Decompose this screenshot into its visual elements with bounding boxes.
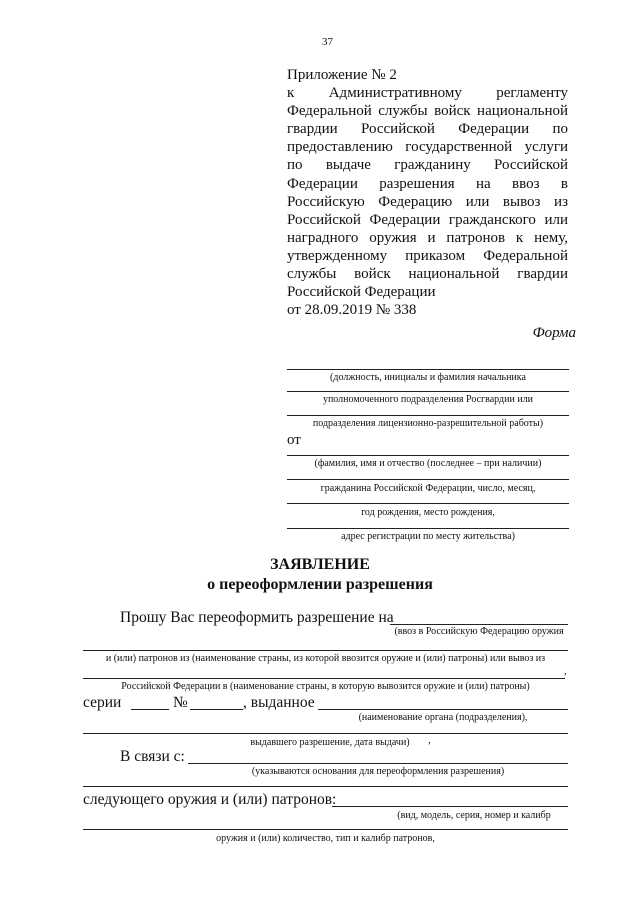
appendix-line: к Административному регламенту <box>287 85 568 102</box>
weapon-line-2[interactable] <box>83 829 568 830</box>
applicant-caption-2: гражданина Российской Федерации, число, месяц, <box>320 483 536 494</box>
appendix-title: Приложение № 2 <box>287 67 397 83</box>
form-label: Форма <box>532 325 576 341</box>
appendix-line: службы войск национальной гвардии <box>287 266 568 283</box>
addressee-caption-1: (должность, инициалы и фамилия начальника <box>330 372 526 383</box>
appendix-line: Российскую Федерацию или вывоз из <box>287 193 568 210</box>
appendix-date: от 28.09.2019 № 338 <box>287 302 417 319</box>
request-field[interactable] <box>390 624 568 625</box>
addressee-line-3[interactable] <box>287 415 569 416</box>
applicant-caption-4: адрес регистрации по месту жительства) <box>341 531 515 542</box>
reason-field[interactable] <box>188 763 568 764</box>
appendix-block <box>287 66 568 319</box>
appendix-line: утвержденному приказом Федеральной <box>287 247 568 264</box>
document-title: ЗАЯВЛЕНИЕ <box>270 556 370 573</box>
number-label: № <box>173 694 188 711</box>
applicant-line-2[interactable] <box>287 479 569 480</box>
comma: , <box>564 665 567 677</box>
issuer-line-2[interactable] <box>83 733 568 734</box>
applicant-line-1[interactable] <box>287 455 569 456</box>
appendix-line: Федерации разрешения на ввоз в <box>287 175 568 192</box>
issued-label: , выданное <box>243 694 315 711</box>
issuer-field[interactable] <box>318 709 568 710</box>
weapon-caption-2: оружия и (или) количество, тип и калибр патронов, <box>216 833 435 844</box>
series-field[interactable] <box>131 709 169 710</box>
appendix-line: Российской Федерации гражданского или <box>287 211 568 228</box>
applicant-line-4[interactable] <box>287 528 569 529</box>
issued-caption: выдавшего разрешение, дата выдачи) <box>250 737 410 748</box>
rf-line[interactable] <box>83 678 565 679</box>
reason-line-2[interactable] <box>83 786 568 787</box>
addressee-caption-3: подразделения лицензионно-разрешительной работы) <box>312 418 544 429</box>
addressee-line-1[interactable] <box>287 369 569 370</box>
appendix-line: Российской Федерации <box>287 284 436 301</box>
from-label: от <box>287 432 301 448</box>
weapon-label: следующего оружия и (или) патронов: <box>83 791 337 808</box>
comma: , <box>428 734 431 746</box>
request-text: Прошу Вас переоформить разрешение на <box>120 609 394 626</box>
appendix-line: гвардии Российской Федерации по <box>287 121 568 138</box>
addressee-caption-2: уполномоченного подразделения Росгвардии или <box>322 394 534 405</box>
weapon-field[interactable] <box>332 806 568 807</box>
addressee-line-2[interactable] <box>287 391 569 392</box>
applicant-caption-1: (фамилия, имя и отчество (последнее – при наличии) <box>314 458 542 469</box>
rf-caption: Российской Федерации в (наименование страны, в которую вывозится оружие и (или) патроны) <box>121 681 530 692</box>
series-label: серии <box>83 694 122 711</box>
appendix-line: по выдаче гражданину Российской <box>287 157 568 174</box>
reason-label: В связи с: <box>120 748 185 765</box>
weapon-caption: (вид, модель, серия, номер и калибр <box>397 810 551 821</box>
reason-caption: (указываются основания для переоформления разрешения) <box>251 766 505 777</box>
applicant-caption-3: год рождения, место рождения, <box>361 507 495 518</box>
patrons-line[interactable] <box>83 650 568 651</box>
appendix-line: предоставлению государственной услуги <box>287 139 568 156</box>
document-subtitle: о переоформлении разрешения <box>207 576 433 593</box>
appendix-line: Федеральной службы войск национальной <box>287 103 568 120</box>
page-number: 37 <box>322 36 333 48</box>
number-field[interactable] <box>190 709 243 710</box>
patrons-caption: и (или) патронов из (наименование страны, из которой ввозится оружие и (или) патроны) или вывоз из <box>105 653 546 664</box>
import-caption: (ввоз в Российскую Федерацию оружия <box>394 626 564 637</box>
appendix-line: наградного оружия и патронов к нему, <box>287 229 568 246</box>
organ-caption: (наименование органа (подразделения), <box>358 712 528 723</box>
applicant-line-3[interactable] <box>287 503 569 504</box>
